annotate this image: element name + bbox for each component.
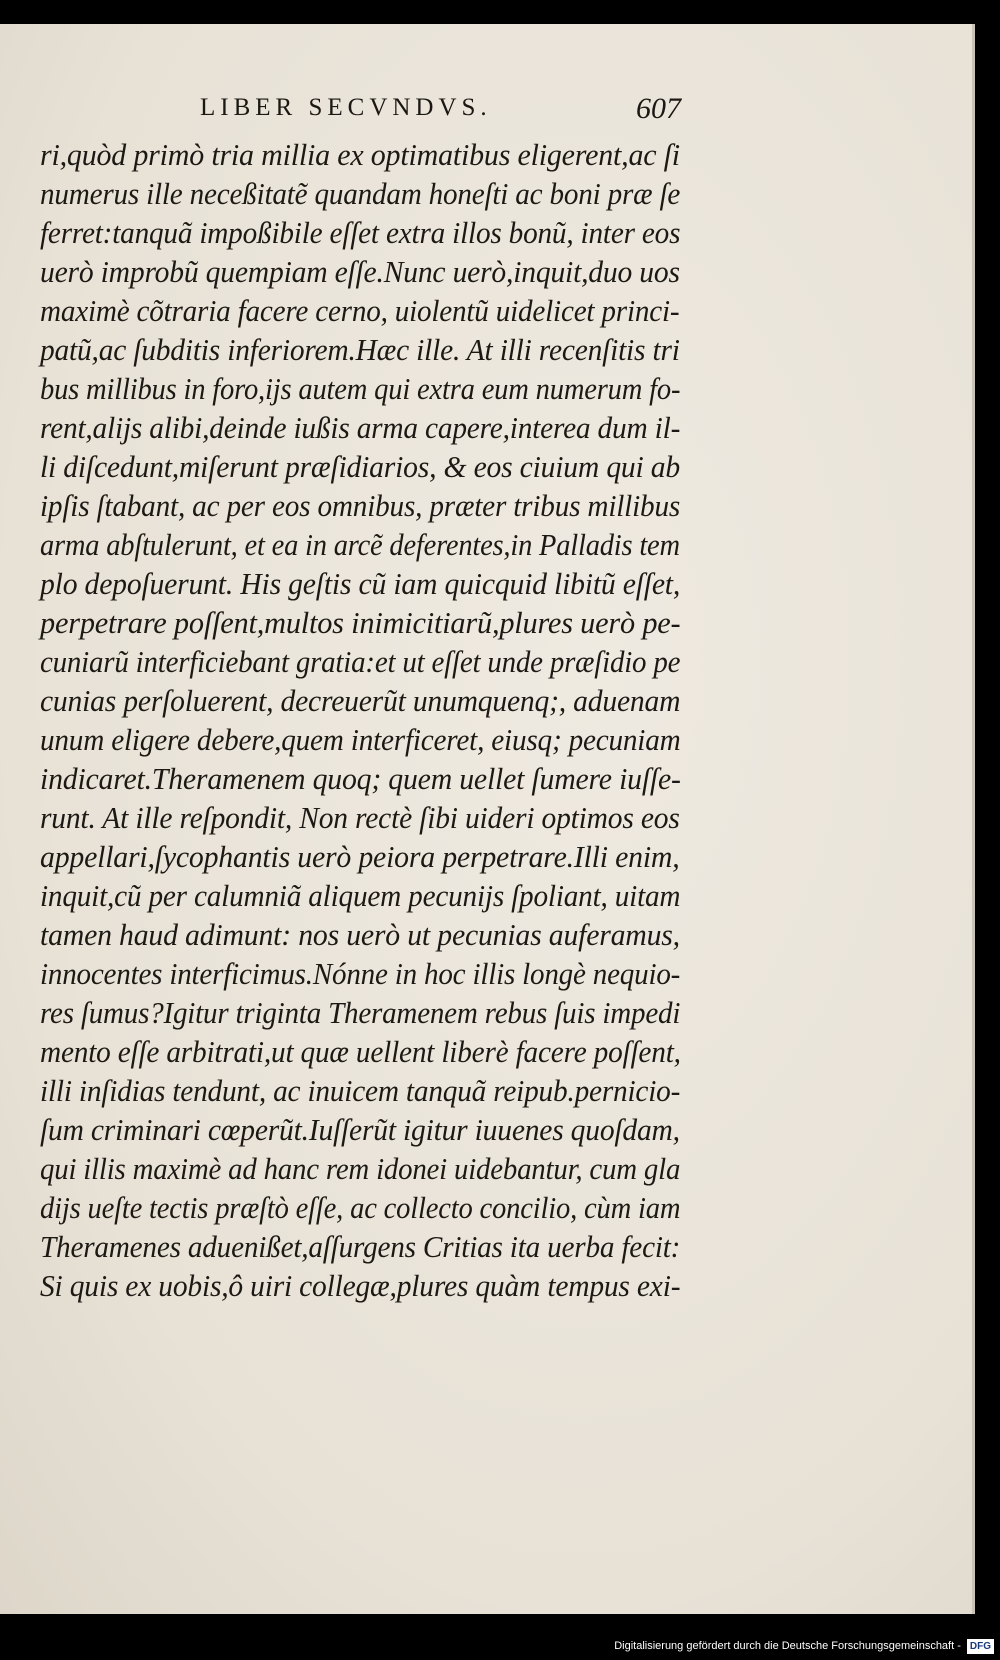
text-line: mento eſſe arbitrati,ut quæ uellent liberè facere poſſent, bbox=[40, 1035, 681, 1069]
text-line: bus millibus in foro,ijs autem qui extra eum numerum fo- bbox=[40, 372, 681, 406]
running-title: LIBER SECVNDVS. bbox=[200, 94, 492, 121]
text-line: maximè cõtraria facere cerno, uiolentũ uidelicet princi- bbox=[40, 294, 680, 328]
text-line: Si quis ex uobis,ô uiri collegæ,plures quàm tempus exi- bbox=[40, 1269, 681, 1303]
dfg-logo-icon: DFG bbox=[967, 1639, 994, 1654]
text-line: cuniarũ interficiebant gratia:et ut eſſet unde præſidio pe bbox=[40, 645, 681, 679]
text-line: uerò improbũ quempiam eſſe.Nunc uerò,inquit,duo uos bbox=[40, 255, 680, 289]
text-line: appellari,ſycophantis uerò peiora perpetrare.Illi enim, bbox=[40, 840, 680, 874]
credit-text: Digitalisierung gefördert durch die Deutsche Forschungsgemeinschaft - bbox=[614, 1640, 961, 1652]
text-line: ri,quòd primò tria millia ex optimatibus eligerent,ac ſi bbox=[40, 138, 680, 172]
book-page bbox=[0, 24, 975, 1614]
text-line: innocentes interficimus.Nónne in hoc illis longè nequio- bbox=[40, 957, 681, 991]
text-line: patũ,ac ſubditis inferiorem.Hæc ille. At illi recenſitis tri bbox=[40, 333, 680, 367]
text-line: dijs ueſte tectis præſtò eſſe, ac collecto concilio, cùm iam bbox=[40, 1191, 681, 1225]
text-line: arma abſtulerunt, et ea in arcẽ deferentes,in Palladis tem bbox=[40, 528, 680, 562]
text-line: inquit,cũ per calumniã aliquem pecunijs ſpoliant, uitam bbox=[40, 879, 681, 913]
digitization-credit bbox=[614, 1636, 994, 1656]
text-line: ferret:tanquã impoßibile eſſet extra illos bonũ, inter eos bbox=[40, 216, 681, 250]
text-line: plo depoſuerunt. His geſtis cũ iam quicquid libitũ eſſet, bbox=[40, 567, 681, 601]
text-line: rent,alijs alibi,deinde iußis arma capere,interea dum il- bbox=[40, 411, 681, 445]
text-line: perpetrare poſſent,multos inimicitiarũ,plures uerò pe- bbox=[40, 606, 681, 640]
text-line: qui illis maximè ad hanc rem idonei uidebantur, cum gla bbox=[40, 1152, 681, 1186]
text-line: illi inſidias tendunt, ac inuicem tanquã reipub.pernicio- bbox=[40, 1074, 681, 1108]
running-head bbox=[0, 94, 972, 134]
text-line: unum eligere debere,quem interficeret, eiusq; pecuniam bbox=[40, 723, 681, 757]
text-line: ſum criminari cœperũt.Iuſſerũt igitur iuuenes quoſdam, bbox=[40, 1113, 680, 1147]
text-line: indicaret.Theramenem quoq; quem uellet ſumere iuſſe- bbox=[40, 762, 681, 796]
text-line: Theramenes aduenißet,aſſurgens Critias ita uerba fecit: bbox=[40, 1230, 681, 1264]
text-line: runt. At ille reſpondit, Non rectè ſibi uideri optimos eos bbox=[40, 801, 680, 835]
text-line: tamen haud adimunt: nos uerò ut pecunias auferamus, bbox=[40, 918, 680, 952]
text-line: numerus ille neceßitatẽ quandam honeſti ac boni præ ſe bbox=[40, 177, 681, 211]
page-number: 607 bbox=[636, 92, 681, 125]
text-line: res ſumus?Igitur triginta Theramenem rebus ſuis impedi bbox=[40, 996, 681, 1030]
text-line: ipſis ſtabant, ac per eos omnibus, præter tribus millibus bbox=[40, 489, 681, 523]
text-line: li diſcedunt,miſerunt præſidiarios, & eos ciuium qui ab bbox=[40, 450, 681, 484]
text-line: cunias perſoluerent, decreuerũt unumquenq;, aduenam bbox=[40, 684, 681, 718]
body-text bbox=[40, 136, 720, 1306]
